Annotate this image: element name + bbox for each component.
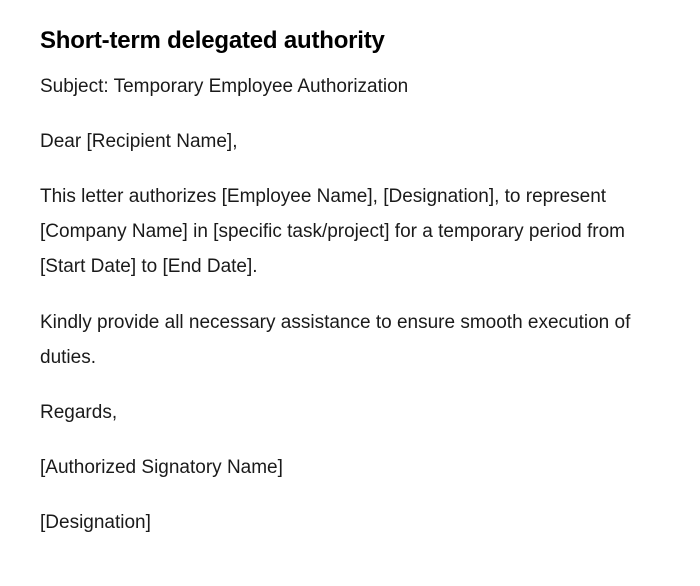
subject-line: Subject: Temporary Employee Authorization [40,76,409,97]
closing-line: Regards, [40,402,118,423]
signatory-designation: [Designation] [40,512,151,533]
greeting-line: Dear [Recipient Name], [40,131,238,152]
body-paragraph-assistance: Kindly provide all necessary assistance to ensure smooth execution of duties. [40,312,631,368]
body-paragraph-authorization: This letter authorizes [Employee Name], [Designation], to represent [Company Name] in [specific task/project] for a temporary period from [Start Date] to [End Date]. [40,186,626,277]
signatory-name: [Authorized Signatory Name] [40,457,283,478]
letter-document [40,24,640,540]
document-title: Short-term delegated authority [40,27,385,54]
